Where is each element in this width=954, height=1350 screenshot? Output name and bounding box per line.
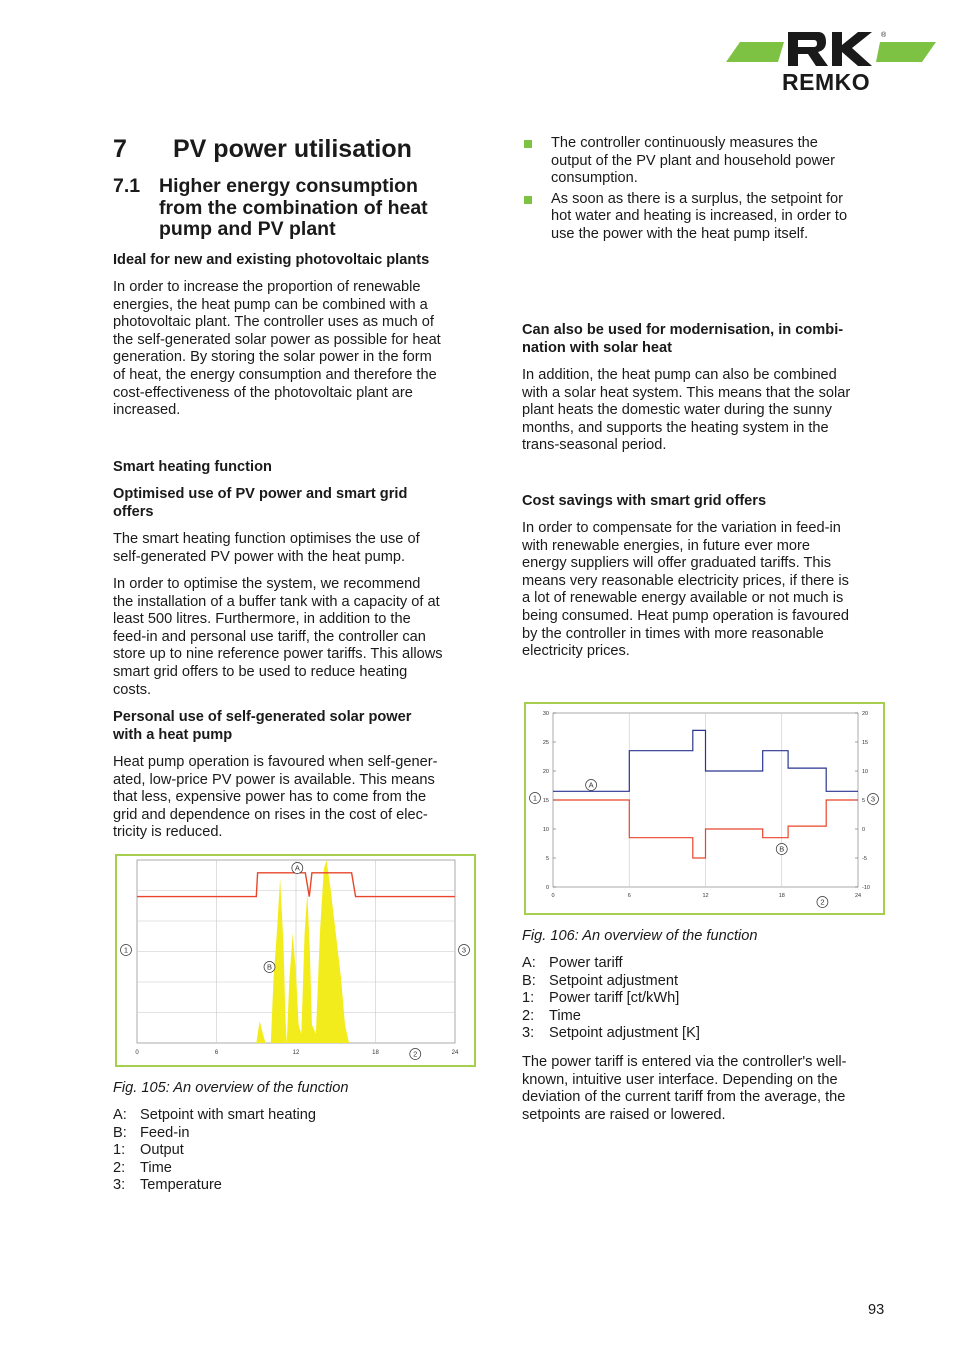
legend-item: 3: Setpoint adjustment [K] (522, 1025, 700, 1042)
legend-item: 2: Time (522, 1007, 581, 1024)
x-tick-label: 18 (778, 893, 785, 899)
y-right-tick-label: -5 (862, 856, 867, 862)
legend-item: 3: Temperature (113, 1177, 222, 1194)
svg-text:1: 1 (123, 945, 129, 955)
svg-text:2: 2 (413, 1049, 418, 1059)
bullet-square-icon (524, 196, 532, 204)
solar-text: In addition, the heat pump can also be combined with a solar heat system. This means that the solar plant heats the domestic water during the sunny months, and supports the heating system in the trans-seasonal period. (522, 367, 851, 454)
figure-105-frame (115, 854, 476, 1067)
svg-text:B: B (266, 962, 273, 972)
y-right-tick-label: 10 (862, 769, 869, 775)
solar-heading: Can also be used for modernisation, in combi- nation with solar heat (522, 322, 844, 356)
figure-105-chart (117, 856, 474, 1065)
marker-A (586, 780, 597, 791)
y-right-tick-label: 15 (862, 740, 869, 746)
marker-3 (459, 945, 470, 956)
y-right-tick-label: 5 (862, 798, 866, 804)
marker-A (292, 863, 303, 874)
y-left-tick-label: 25 (542, 740, 549, 746)
x-tick-label: 12 (292, 1050, 300, 1056)
y-right-tick-label: -10 (862, 885, 870, 891)
svg-text:3: 3 (870, 794, 876, 804)
y-left-tick-label: 20 (542, 769, 549, 775)
figure-105-caption: Fig. 105: An overview of the function (113, 1080, 349, 1096)
svg-text:2: 2 (820, 897, 825, 907)
bullet-square-icon (524, 140, 532, 148)
final-text: The power tariff is entered via the controller's well- known, intuitive user interface. Depending on the deviation of the current tariff from the average, the setpoints are raised or lowered. (522, 1054, 847, 1123)
legend-item: A: Power tariff (522, 955, 623, 971)
logo-wordmark: REMKO (782, 69, 871, 94)
optimised-text-2: In order to optimise the system, we recommend the installation of a buffer tank with a capacity of at least 500 litres. Furthermore, in addition to the feed-in and personal use tariff, the controller can store up to nine reference power tariffs. This allows smart grid offers to be used to reduce heating costs. (113, 576, 443, 698)
page-number: 93 (868, 1302, 885, 1318)
ideal-text: In order to increase the proportion of renewable energies, the heat pump can be combined with a photovoltaic plant. The controller uses as much of the self-generated solar power as possible for heat generation. By storing the solar power in the form of heat, the energy consumption and therefore the cost-effectiveness of the photovoltaic plant are increased. (113, 279, 441, 419)
legend-item: A: Setpoint with smart heating (113, 1107, 317, 1123)
x-tick-label: 0 (551, 893, 555, 899)
marker-B (776, 844, 787, 855)
y-left-tick-label: 0 (545, 885, 549, 891)
remko-logo (720, 28, 940, 94)
figure-106-frame (524, 702, 885, 915)
x-tick-label: 0 (135, 1050, 139, 1056)
bullet-item: As soon as there is a surplus, the setpoint for hot water and heating is increased, in order to use the power with the heat pump itself. (522, 191, 902, 244)
section-number: 7.1 (113, 175, 141, 197)
ideal-heading: Ideal for new and existing photovoltaic plants (113, 252, 430, 268)
legend-item: 2: Time (113, 1159, 172, 1176)
logo-green-bar-right (876, 42, 936, 62)
y-left-tick-label: 15 (542, 798, 549, 804)
y-left-tick-label: 10 (542, 827, 549, 833)
figure-106-chart (526, 704, 883, 913)
logo-mark-r (788, 32, 828, 66)
logo-green-bar-left (726, 42, 784, 62)
legend-item: B: Feed-in (113, 1124, 190, 1141)
bullet-item: The controller continuously measures the output of the PV plant and household power consumption. (522, 135, 902, 188)
chapter-title: PV power utilisation (173, 135, 412, 163)
y-right-tick-label: 20 (862, 711, 869, 717)
personal-use-heading: Personal use of self-generated solar power with a heat pump (113, 709, 412, 743)
svg-text:3: 3 (461, 945, 467, 955)
section-title: Higher energy consumption from the combination of heat pump and PV plant (159, 175, 428, 240)
cost-heading: Cost savings with smart grid offers (522, 493, 767, 509)
legend-item: B: Setpoint adjustment (522, 972, 678, 989)
cost-text: In order to compensate for the variation in feed-in with renewable energies, in future ever more energy suppliers will offer graduated tariffs. This means very reasonable electricity prices, if there is a lot of renewable energy available or not much is being consumed. Heat pump operation is favoured by the controller in times with more reasonable electricity prices. (522, 520, 849, 660)
svg-text:A: A (294, 863, 300, 873)
x-tick-label: 6 (627, 893, 631, 899)
chapter-number: 7 (113, 135, 127, 163)
x-tick-label: 12 (702, 893, 709, 899)
smart-heating-heading: Smart heating function (113, 459, 272, 475)
y-left-tick-label: 30 (542, 711, 549, 717)
optimised-heading: Optimised use of PV power and smart grid offers (113, 486, 408, 520)
marker-1 (530, 793, 541, 804)
x-tick-label: 24 (854, 893, 862, 899)
svg-text:B: B (779, 844, 785, 854)
logo-mark-k (832, 32, 872, 66)
marker-2 (410, 1049, 421, 1060)
legend-item: 1: Power tariff [ct/kWh] (522, 990, 680, 1007)
x-tick-label: 18 (372, 1050, 379, 1056)
y-left-tick-label: 5 (545, 856, 549, 862)
x-tick-label: 24 (451, 1050, 459, 1056)
logo-registered: ® (881, 32, 887, 39)
figure-106-caption: Fig. 106: An overview of the function (522, 928, 758, 944)
optimised-text-1: The smart heating function optimises the use of self-generated PV power with the heat pump. (113, 531, 420, 565)
figure-106-legend (522, 955, 700, 1043)
marker-1 (121, 945, 132, 956)
svg-text:A: A (588, 780, 594, 790)
y-right-tick-label: 0 (862, 827, 866, 833)
personal-use-text: Heat pump operation is favoured when self-gener- ated, low-price PV power is available. This means that less, expensive power has to come from the grid and dependence on rises in the cost of elec- tricity is reduced. (113, 754, 438, 841)
figure-105-legend (113, 1107, 316, 1195)
legend-item: 1: Output (113, 1142, 184, 1159)
marker-3 (868, 794, 879, 805)
marker-2 (817, 897, 828, 908)
marker-B (264, 962, 275, 973)
svg-text:1: 1 (532, 793, 538, 803)
x-tick-label: 6 (214, 1050, 219, 1056)
bullet-list (522, 135, 902, 244)
